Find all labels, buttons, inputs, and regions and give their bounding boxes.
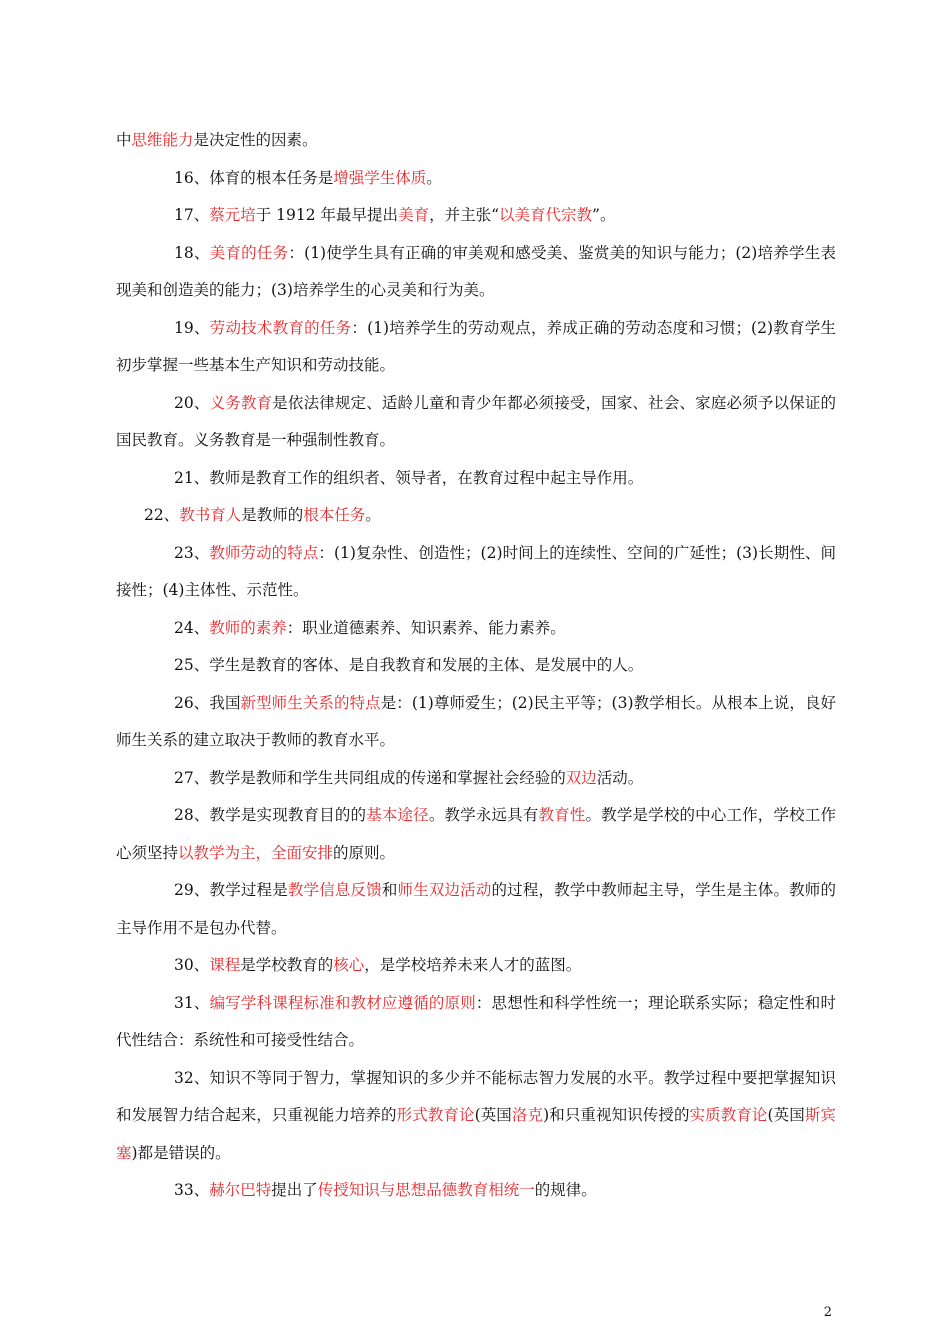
body-text: (英国 [474, 1106, 512, 1124]
body-text: 的原则。 [333, 843, 396, 862]
highlighted-term: 劳动技术教育的任务 [209, 318, 352, 337]
body-text: 30、 [174, 956, 210, 974]
highlighted-term: 双边 [565, 768, 597, 787]
body-text: )和只重视知识传授的 [543, 1106, 690, 1124]
body-text: 28、教学是实现教育目的的 [174, 806, 367, 824]
body-text: 于 1912 年最早提出 [255, 206, 399, 224]
body-text: 的过程，教学中教师起主导，学生是主体。教师的主导作用不是包办代替。 [116, 881, 836, 937]
paragraph [116, 647, 836, 685]
highlighted-term: 课程 [209, 956, 241, 974]
highlighted-term: 义务教育 [209, 393, 273, 412]
highlighted-term: 赫尔巴特 [209, 1181, 272, 1199]
body-text: 18、 [174, 243, 210, 262]
highlighted-term: 新型师生关系的特点 [240, 693, 381, 712]
highlighted-term: 根本任务 [303, 506, 366, 524]
paragraph [116, 310, 836, 385]
highlighted-term: 美育 [398, 206, 430, 224]
paragraph [116, 122, 836, 160]
paragraph [116, 197, 836, 235]
paragraph [116, 535, 836, 610]
body-text: 。 [365, 506, 381, 524]
body-text: 是依法律规定、适龄儿童和青少年都必须接受，国家、社会、家庭必须予以保证的国民教育。义务教育是一种强制性教育。 [116, 393, 836, 449]
body-text: 33、 [174, 1181, 210, 1199]
paragraph [116, 160, 836, 198]
body-text: 25、学生是教育的客体、是自我教育和发展的主体、是发展中的人。 [174, 656, 644, 674]
highlighted-term: 以教学为主，全面安排 [178, 843, 334, 862]
body-text: 19、 [174, 318, 210, 337]
paragraph [116, 497, 836, 535]
paragraph [116, 385, 836, 460]
body-text: 17、 [174, 206, 210, 224]
body-text: 24、 [174, 618, 210, 637]
body-text: 活动。 [596, 768, 644, 787]
body-text: ：职业道德素养、知识素养、能力素养。 [286, 618, 566, 637]
highlighted-term: 传授知识与思想品德教育相统一 [317, 1181, 535, 1199]
highlighted-term: 教师劳动的特点 [209, 543, 319, 562]
body-text: ：(1)使学生具有正确的审美观和感受美、鉴赏美的知识与能力；(2)培养学生表现美和创造美的能力；(3)培养学生的心灵美和行为美。 [116, 243, 836, 299]
highlighted-term: 核心 [333, 956, 365, 974]
paragraph [116, 235, 836, 310]
paragraph [116, 1060, 836, 1173]
page-number: 2 [823, 1305, 832, 1320]
body-text: 和 [381, 881, 398, 899]
highlighted-term: 思维能力 [131, 131, 194, 149]
highlighted-term: 增强学生体质 [333, 168, 427, 187]
body-text: 中 [116, 131, 132, 149]
body-text: 是教师的 [241, 506, 304, 524]
body-text: 。教学是学校的中心工作，学校工作心须坚持 [116, 806, 836, 862]
highlighted-term: 洛克 [511, 1106, 544, 1124]
body-text: 26、我国 [174, 693, 241, 712]
body-text: 是学校教育的 [240, 956, 334, 974]
paragraph [116, 872, 836, 947]
body-text: 27、教学是教师和学生共同组成的传递和掌握社会经验的 [174, 768, 566, 787]
highlighted-term: 编写学科课程标准和教材应遵循的原则 [209, 993, 476, 1012]
body-text: (英国 [767, 1106, 805, 1124]
highlighted-term: 教书育人 [179, 506, 242, 524]
body-text: 。 [426, 168, 442, 187]
body-text: 16、体育的根本任务是 [174, 168, 334, 187]
body-text: )都是错误的。 [131, 1143, 231, 1162]
body-text: 23、 [174, 543, 210, 562]
highlighted-term: 师生双边活动 [397, 881, 492, 899]
body-text: ：(1)复杂性、创造性；(2)时间上的连续性、空间的广延性；(3)长期性、间接性；(4)主体性、示范性。 [116, 543, 836, 599]
body-text: 的规律。 [534, 1181, 597, 1199]
body-text: ：(1)培养学生的劳动观点，养成正确的劳动态度和习惯；(2)教育学生初步掌握一些基本生产知识和劳动技能。 [116, 318, 836, 374]
body-text: ，是学校培养未来人才的蓝图。 [364, 956, 582, 974]
highlighted-term: 教育性 [538, 806, 586, 824]
highlighted-term: 实质教育论 [689, 1106, 768, 1124]
paragraph [116, 797, 836, 872]
body-text: 21、教师是教育工作的组织者、领导者，在教育过程中起主导作用。 [174, 468, 644, 487]
highlighted-term: 基本途径 [366, 806, 429, 824]
highlighted-term: 教师的素养 [209, 618, 287, 637]
body-text: 20、 [174, 393, 210, 412]
body-text: 是：(1)尊师爱生；(2)民主平等；(3)教学相长。从根本上说，良好师生关系的建立取决于教师的教育水平。 [116, 693, 836, 749]
body-text: 31、 [174, 993, 210, 1012]
paragraph [116, 460, 836, 498]
paragraph [116, 685, 836, 760]
highlighted-term: 教学信息反馈 [287, 881, 382, 899]
body-text: ，并主张“ [429, 206, 500, 224]
paragraph [116, 1172, 836, 1210]
highlighted-term: 形式教育论 [396, 1106, 475, 1124]
body-text: 29、教学过程是 [174, 881, 288, 899]
body-text: 22、 [144, 506, 180, 524]
body-text: 32、知识不等同于智力，掌握知识的多少并不能标志智力发展的水平。教学过程中要把掌握知识和发展智力结合起来，只重视能力培养的 [116, 1068, 836, 1124]
body-text: ”。 [592, 206, 616, 224]
paragraph [116, 760, 836, 798]
paragraph [116, 985, 836, 1060]
body-text: ：思想性和科学性统一；理论联系实际；稳定性和时代性结合：系统性和可接受性结合。 [116, 993, 836, 1049]
paragraph [116, 947, 836, 985]
highlighted-term: 美育的任务 [209, 243, 289, 262]
paragraph [116, 610, 836, 648]
highlighted-term: 斯宾塞 [116, 1106, 836, 1162]
highlighted-term: 蔡元培 [209, 206, 256, 224]
highlighted-term: 以美育代宗教 [499, 206, 593, 224]
body-text: 。教学永远具有 [428, 806, 539, 824]
body-text: 提出了 [271, 1181, 318, 1199]
document-body [116, 122, 836, 1210]
body-text: 是决定性的因素。 [193, 131, 318, 149]
